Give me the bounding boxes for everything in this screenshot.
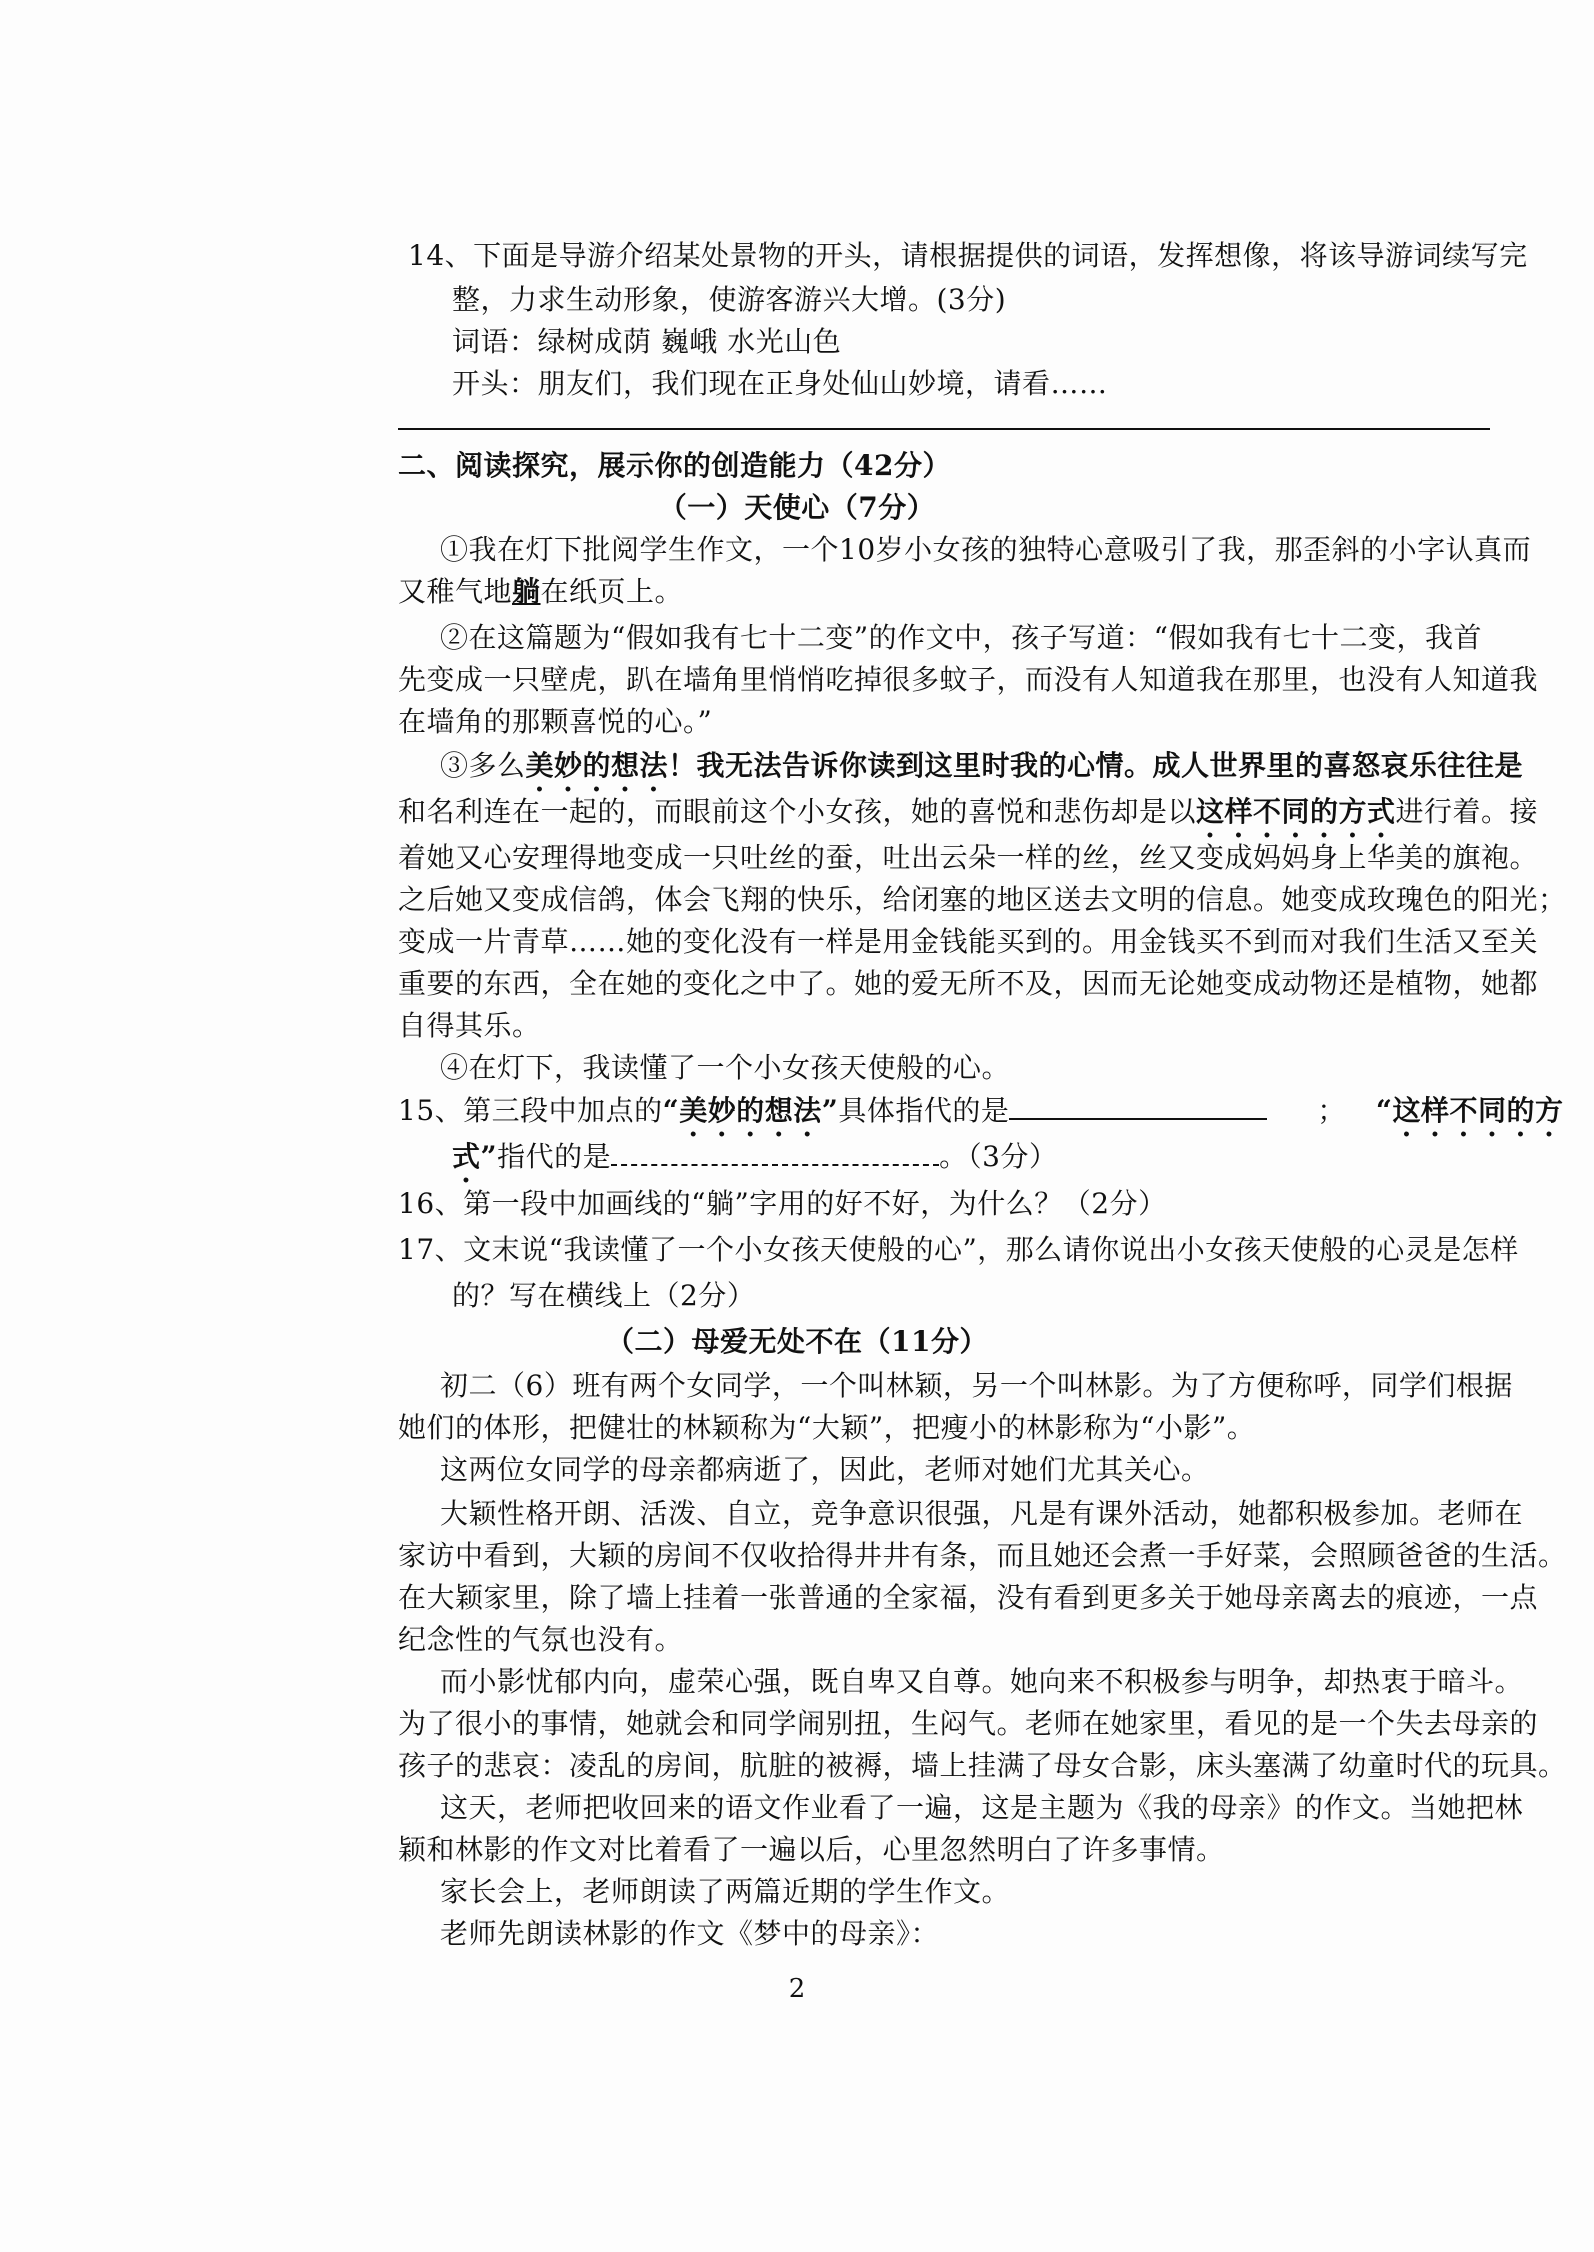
- q15-line1: 15、第三段中加点的“美妙的想法”具体指代的是 ； “这样不同的方: [398, 1090, 1564, 1143]
- p3-line7: 自得其乐。: [398, 1009, 541, 1042]
- q15-blank-1[interactable]: [1009, 1090, 1267, 1120]
- p3-line4: 之后她又变成信鸽，体会飞翔的快乐，给闭塞的地区送去文明的信息。她变成玫瑰色的阳光；: [398, 883, 1567, 916]
- p3-line6: 重要的东西，全在她的变化之中了。她的爱无所不及，因而无论她变成动物还是植物，她都: [398, 967, 1539, 1000]
- q14-line1: 14、下面是导游介绍某处景物的开头，请根据提供的词语，发挥想像，将该导游词续写完: [408, 239, 1528, 272]
- s2-line8: 而小影忧郁内向，虚荣心强，既自卑又自尊。她向来不积极参与明争，却热衷于暗斗。: [440, 1665, 1524, 1698]
- p1-line1: ①我在灯下批阅学生作文，一个10岁小女孩的独特心意吸引了我，那歪斜的小字认真而: [440, 533, 1532, 566]
- p2-line1: ②在这篇题为“假如我有七十二变”的作文中，孩子写道：“假如我有七十二变，我首: [440, 621, 1482, 654]
- s2-line12: 颖和林影的作文对比着看了一遍以后，心里忽然明白了许多事情。: [398, 1833, 1225, 1866]
- q14-answer-line[interactable]: [398, 428, 1490, 430]
- part1-title: （一）天使心（7分）: [658, 491, 936, 524]
- p2-line3: 在墙角的那颗喜悦的心。”: [398, 705, 713, 738]
- p3-line3: 着她又心安理得地变成一只吐丝的蚕，吐出云朵一样的丝，丝又变成妈妈身上华美的旗袍。: [398, 841, 1539, 874]
- dotted-phrase-1: 美妙的想法: [525, 749, 669, 782]
- page-number: 2: [788, 1974, 806, 2004]
- section2-heading: 二、阅读探究，展示你的创造能力（42分）: [398, 449, 951, 482]
- s2-line10: 孩子的悲哀：凌乱的房间，肮脏的被褥，墙上挂满了母女合影，床头塞满了幼童时代的玩具。: [398, 1749, 1567, 1782]
- dotted-phrase-2: 这样不同的方式: [1196, 795, 1396, 828]
- s2-line6: 在大颖家里，除了墙上挂着一张普通的全家福，没有看到更多关于她母亲离去的痕迹，一点: [398, 1581, 1539, 1614]
- q15-line2: 式”指代的是 。（3分）: [452, 1136, 1057, 1189]
- q17-line2: 的？写在横线上（2分）: [452, 1279, 756, 1312]
- s2-line14: 老师先朗读林影的作文《梦中的母亲》：: [440, 1917, 940, 1950]
- s2-line11: 这天，老师把收回来的语文作业看了一遍，这是主题为《我的母亲》的作文。当她把林: [440, 1791, 1524, 1824]
- s2-line3: 这两位女同学的母亲都病逝了，因此，老师对她们尤其关心。: [440, 1453, 1210, 1486]
- p3-line5: 变成一片青草……她的变化没有一样是用金钱能买到的。用金钱买不到而对我们生活又至关: [398, 925, 1539, 958]
- q17-line1: 17、文末说“我读懂了一个小女孩天使般的心”，那么请你说出小女孩天使般的心灵是怎样: [398, 1233, 1519, 1266]
- q14-opening: 开头：朋友们，我们现在正身处仙山妙境，请看……: [452, 367, 1108, 400]
- q15-blank-2[interactable]: [611, 1136, 939, 1166]
- s2-line7: 纪念性的气氛也没有。: [398, 1623, 684, 1656]
- s2-line5: 家访中看到，大颖的房间不仅收拾得井井有条，而且她还会煮一手好菜，会照顾爸爸的生活。: [398, 1539, 1567, 1572]
- s2-line13: 家长会上，老师朗读了两篇近期的学生作文。: [440, 1875, 1011, 1908]
- part2-title: （二）母爱无处不在（11分）: [606, 1325, 988, 1358]
- s2-line9: 为了很小的事情，她就会和同学闹别扭，生闷气。老师在她家里，看见的是一个失去母亲的: [398, 1707, 1539, 1740]
- p3-line2: 和名利连在一起的，而眼前这个小女孩，她的喜悦和悲伤却是以这样不同的方式进行着。接: [398, 795, 1539, 828]
- p1-line2: 又稚气地躺在纸页上。: [398, 575, 684, 608]
- s2-line4: 大颖性格开朗、活泼、自立，竞争意识很强，凡是有课外活动，她都积极参加。老师在: [440, 1497, 1524, 1530]
- p2-line2: 先变成一只壁虎，趴在墙角里悄悄吃掉很多蚊子，而没有人知道我在那里，也没有人知道我: [398, 663, 1539, 696]
- s2-line1: 初二（6）班有两个女同学，一个叫林颖，另一个叫林影。为了方便称呼，同学们根据: [440, 1369, 1513, 1402]
- underlined-word: 躺: [512, 575, 541, 608]
- s2-line2: 她们的体形，把健壮的林颖称为“大颖”，把瘦小的林影称为“小影”。: [398, 1411, 1256, 1444]
- p4-line: ④在灯下，我读懂了一个小女孩天使般的心。: [440, 1051, 1011, 1084]
- q14-line2: 整，力求生动形象，使游客游兴大增。(3分): [452, 283, 1007, 316]
- p3-line1: ③多么美妙的想法！我无法告诉你读到这里时我的心情。成人世界里的喜怒哀乐往往是: [440, 749, 1524, 782]
- q14-words: 词语：绿树成荫 巍峨 水光山色: [452, 325, 842, 358]
- q16-line: 16、第一段中加画线的“躺”字用的好不好，为什么？（2分）: [398, 1187, 1167, 1220]
